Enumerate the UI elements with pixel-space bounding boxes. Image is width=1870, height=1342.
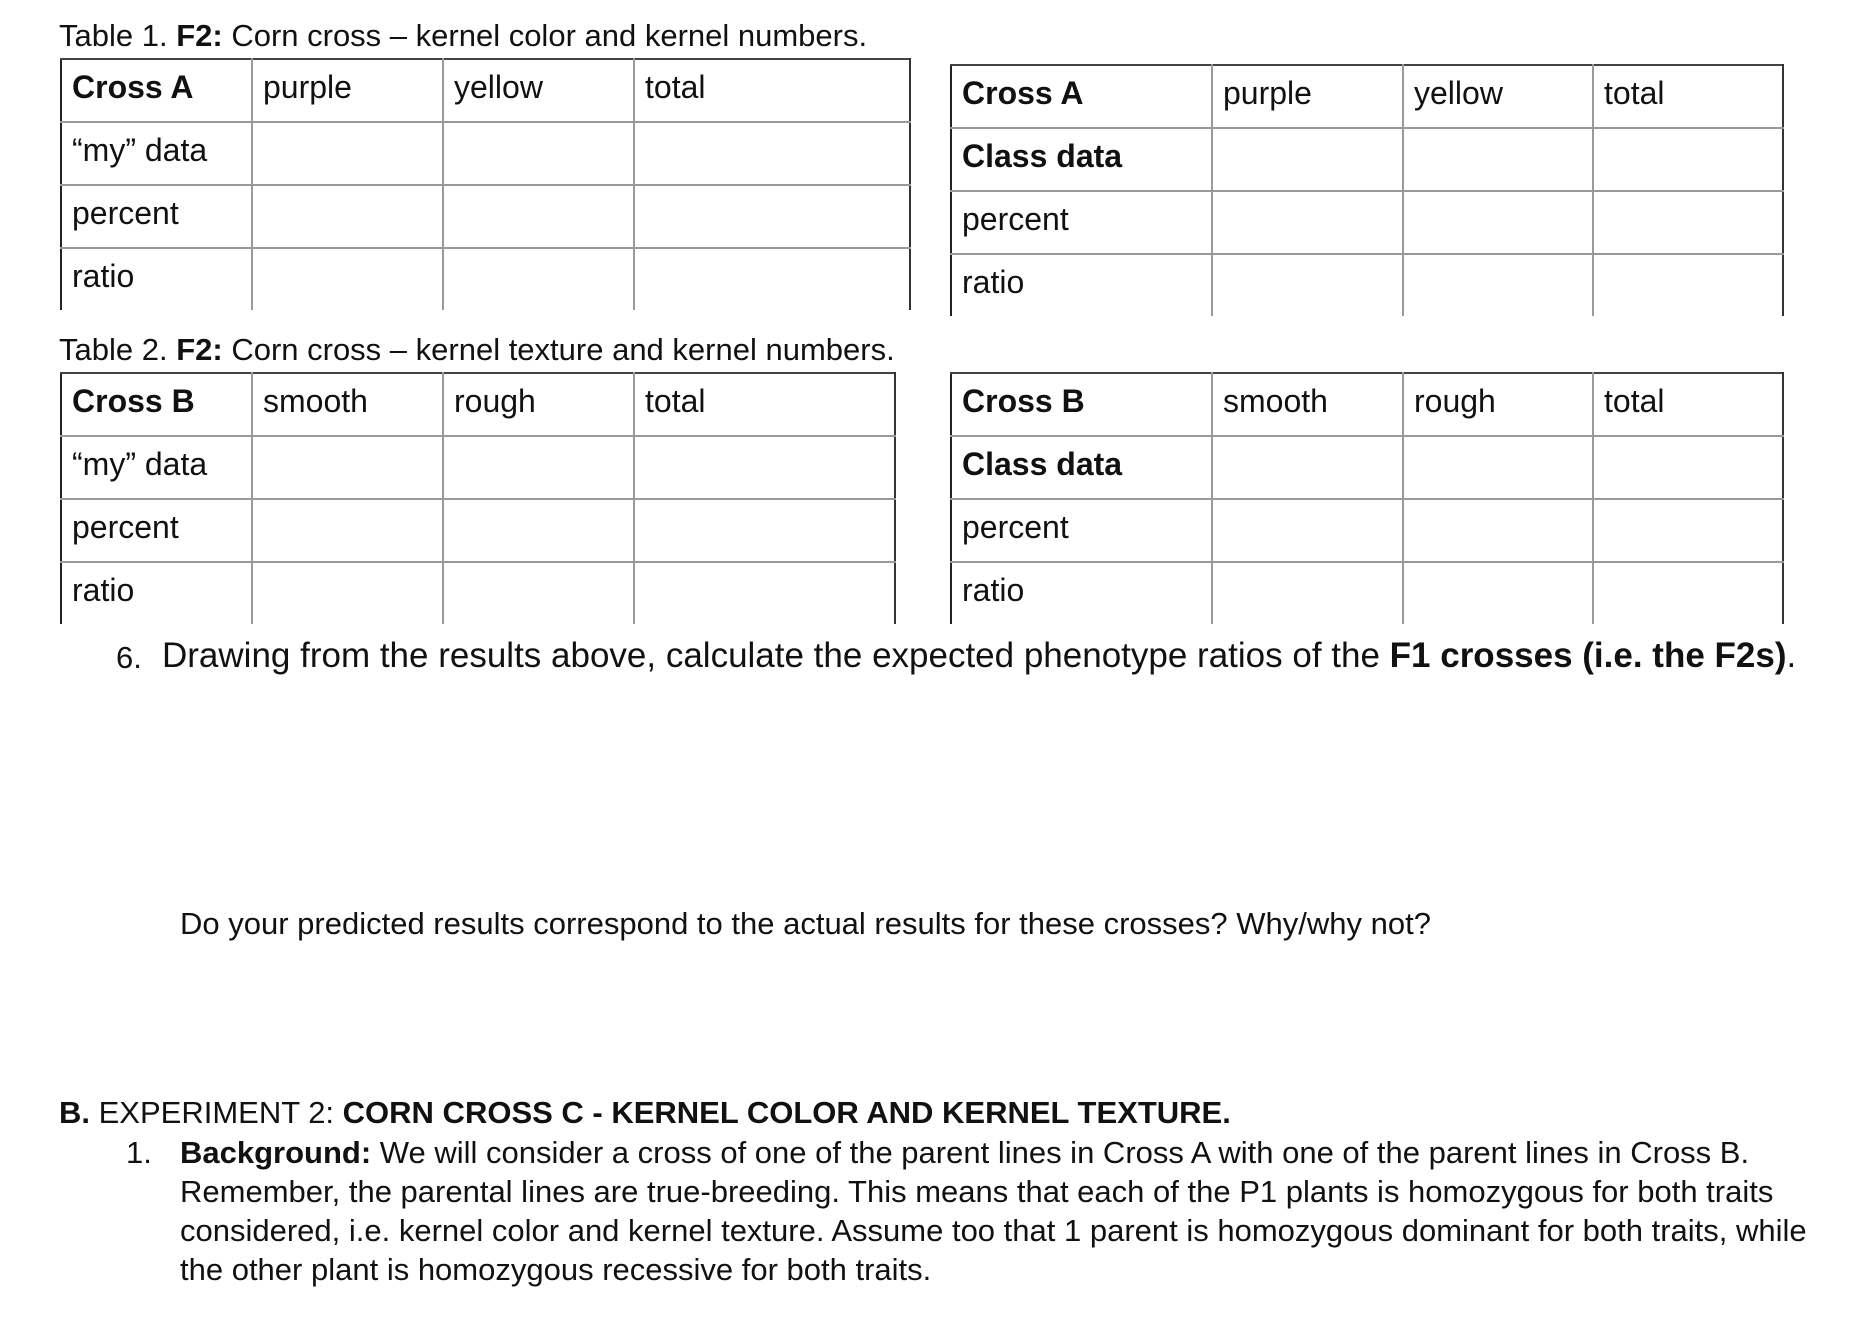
row-label: ratio (951, 562, 1212, 624)
question-text-plain: Drawing from the results above, calculate the expected phenotype ratios of the (162, 636, 1390, 675)
header-cell: total (1593, 373, 1783, 436)
table1-caption-rest: Corn cross – kernel color and kernel numbers. (222, 18, 868, 53)
input-cell[interactable] (443, 185, 634, 248)
table-header-row (951, 373, 1783, 436)
input-cell[interactable] (443, 436, 634, 499)
row-label: percent (951, 499, 1212, 562)
row-label: ratio (951, 254, 1212, 316)
input-cell[interactable] (1593, 436, 1783, 499)
table-header-row (951, 65, 1783, 128)
input-cell[interactable] (252, 499, 443, 562)
table-row (61, 122, 910, 185)
input-cell[interactable] (634, 499, 895, 562)
header-cell: smooth (252, 373, 443, 436)
table1-my-data-table (60, 58, 911, 310)
row-label: Class data (951, 436, 1212, 499)
header-cell: total (634, 59, 910, 122)
input-cell[interactable] (1403, 191, 1593, 254)
input-cell[interactable] (443, 499, 634, 562)
section-b-prefix: B. (59, 1095, 90, 1130)
header-cell: yellow (1403, 65, 1593, 128)
background-label: Background: (180, 1135, 372, 1170)
row-label: ratio (61, 248, 252, 310)
section-b-title-plain: EXPERIMENT 2: (90, 1095, 343, 1130)
header-cell: Cross A (951, 65, 1212, 128)
input-cell[interactable] (1212, 436, 1403, 499)
input-cell[interactable] (1593, 128, 1783, 191)
header-cell: purple (252, 59, 443, 122)
input-cell[interactable] (252, 122, 443, 185)
input-cell[interactable] (252, 248, 443, 310)
row-label: percent (951, 191, 1212, 254)
header-cell: Cross B (61, 373, 252, 436)
table2-my-data-table (60, 372, 896, 624)
table-row (61, 185, 910, 248)
table-row (951, 436, 1783, 499)
section-b-heading (59, 1095, 1231, 1131)
question-text-bold: F1 crosses (i.e. the F2s) (1389, 636, 1787, 675)
input-cell[interactable] (1212, 191, 1403, 254)
input-cell[interactable] (1593, 254, 1783, 316)
row-label: Class data (951, 128, 1212, 191)
header-cell: smooth (1212, 373, 1403, 436)
table-row (61, 499, 895, 562)
input-cell[interactable] (634, 122, 910, 185)
section-b-title-bold: CORN CROSS C - KERNEL COLOR AND KERNEL TEXTURE. (342, 1095, 1231, 1130)
table-row (61, 562, 895, 624)
input-cell[interactable] (634, 562, 895, 624)
header-cell: yellow (443, 59, 634, 122)
input-cell[interactable] (1212, 562, 1403, 624)
input-cell[interactable] (443, 122, 634, 185)
input-cell[interactable] (1403, 254, 1593, 316)
header-cell: rough (1403, 373, 1593, 436)
followup-question: Do your predicted results correspond to the actual results for these crosses? Why/why not? (180, 906, 1431, 941)
input-cell[interactable] (443, 248, 634, 310)
question-number: 6. (116, 640, 142, 675)
input-cell[interactable] (1212, 254, 1403, 316)
background-text: We will consider a cross of one of the parent lines in Cross A with one of the parent lines in Cross B. Remember, the parental lines are true-breeding. This means that each of the P1 plants is homozygous for both traits considered, i.e. kernel color and kernel texture. Assume too that 1 parent is homozygous dominant for both traits, while the other plant is homozygous recessive for both traits. (180, 1135, 1807, 1287)
input-cell[interactable] (1593, 562, 1783, 624)
row-label: ratio (61, 562, 252, 624)
row-label: percent (61, 185, 252, 248)
table2-caption-prefix: Table 2. (59, 332, 177, 367)
header-cell: rough (443, 373, 634, 436)
input-cell[interactable] (1593, 499, 1783, 562)
question-text-end: . (1786, 636, 1797, 675)
header-cell: purple (1212, 65, 1403, 128)
table-row (61, 248, 910, 310)
table-header-row (61, 59, 910, 122)
input-cell[interactable] (634, 436, 895, 499)
header-cell: total (1593, 65, 1783, 128)
table-row (951, 562, 1783, 624)
table1-caption-bold: F2: (176, 18, 223, 53)
table-row (61, 436, 895, 499)
header-cell: total (634, 373, 895, 436)
header-cell: Cross B (951, 373, 1212, 436)
background-number: 1. (126, 1135, 152, 1170)
header-cell: Cross A (61, 59, 252, 122)
input-cell[interactable] (1593, 191, 1783, 254)
table2-caption-rest: Corn cross – kernel texture and kernel numbers. (222, 332, 895, 367)
table-row (951, 254, 1783, 316)
table2-caption-bold: F2: (176, 332, 223, 367)
input-cell[interactable] (443, 562, 634, 624)
input-cell[interactable] (1403, 562, 1593, 624)
input-cell[interactable] (1403, 436, 1593, 499)
row-label: “my” data (61, 436, 252, 499)
table-row (951, 128, 1783, 191)
input-cell[interactable] (1212, 499, 1403, 562)
input-cell[interactable] (252, 562, 443, 624)
input-cell[interactable] (634, 248, 910, 310)
input-cell[interactable] (1212, 128, 1403, 191)
table2-caption (59, 332, 895, 368)
table-row (951, 191, 1783, 254)
table1-class-data-table (950, 64, 1784, 316)
table-row (951, 499, 1783, 562)
question-text (162, 637, 1812, 675)
input-cell[interactable] (252, 436, 443, 499)
table-header-row (61, 373, 895, 436)
input-cell[interactable] (252, 185, 443, 248)
input-cell[interactable] (634, 185, 910, 248)
row-label: “my” data (61, 122, 252, 185)
table1-caption (59, 18, 867, 54)
table2-class-data-table (950, 372, 1784, 624)
table1-caption-prefix: Table 1. (59, 18, 177, 53)
background-paragraph (180, 1133, 1820, 1289)
input-cell[interactable] (1403, 499, 1593, 562)
row-label: percent (61, 499, 252, 562)
input-cell[interactable] (1403, 128, 1593, 191)
